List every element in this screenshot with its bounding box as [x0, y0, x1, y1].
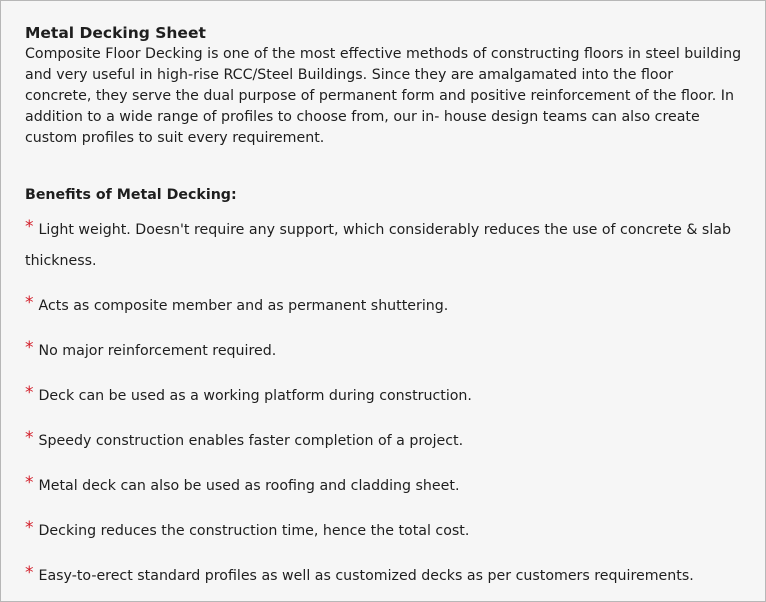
benefit-text: Easy-to-erect standard profiles as well as customized decks as per customers requirements. — [38, 568, 694, 584]
benefit-item — [25, 515, 745, 547]
benefit-item — [25, 470, 745, 502]
asterisk-bullet-icon: * — [25, 338, 34, 358]
asterisk-bullet-icon: * — [25, 563, 34, 583]
benefit-text: Light weight. Doesn't require any support, which considerably reduces the use of concrete & slab thickness. — [25, 222, 731, 269]
asterisk-bullet-icon: * — [25, 217, 34, 237]
article — [25, 23, 745, 592]
page-title: Metal Decking Sheet — [25, 24, 206, 42]
asterisk-bullet-icon: * — [25, 383, 34, 403]
benefit-text: No major reinforcement required. — [38, 343, 277, 359]
benefit-item — [25, 425, 745, 457]
benefit-text: Deck can be used as a working platform during construction. — [38, 388, 472, 404]
asterisk-bullet-icon: * — [25, 518, 34, 538]
benefit-item — [25, 560, 745, 592]
benefit-item — [25, 380, 745, 412]
benefit-item — [25, 214, 745, 277]
benefit-item — [25, 335, 745, 367]
benefit-text: Acts as composite member and as permanent shuttering. — [38, 298, 449, 314]
benefits-list — [25, 214, 745, 592]
intro-paragraph: Composite Floor Decking is one of the most effective methods of constructing floors in steel building and very useful in high-rise RCC/Steel Buildings. Since they are amalgamated into the floor concrete, they serve the dual purpose of permanent form and positive reinforcement of the floor. In addition to a wide range of profiles to choose from, our in- house design teams can also create custom profiles to suit every requirement. — [25, 46, 742, 146]
benefit-text: Speedy construction enables faster completion of a project. — [38, 433, 464, 449]
asterisk-bullet-icon: * — [25, 473, 34, 493]
asterisk-bullet-icon: * — [25, 428, 34, 448]
benefit-text: Decking reduces the construction time, hence the total cost. — [38, 523, 470, 539]
asterisk-bullet-icon: * — [25, 293, 34, 313]
benefits-heading: Benefits of Metal Decking: — [25, 187, 237, 203]
benefit-text: Metal deck can also be used as roofing and cladding sheet. — [38, 478, 460, 494]
benefit-item — [25, 290, 745, 322]
